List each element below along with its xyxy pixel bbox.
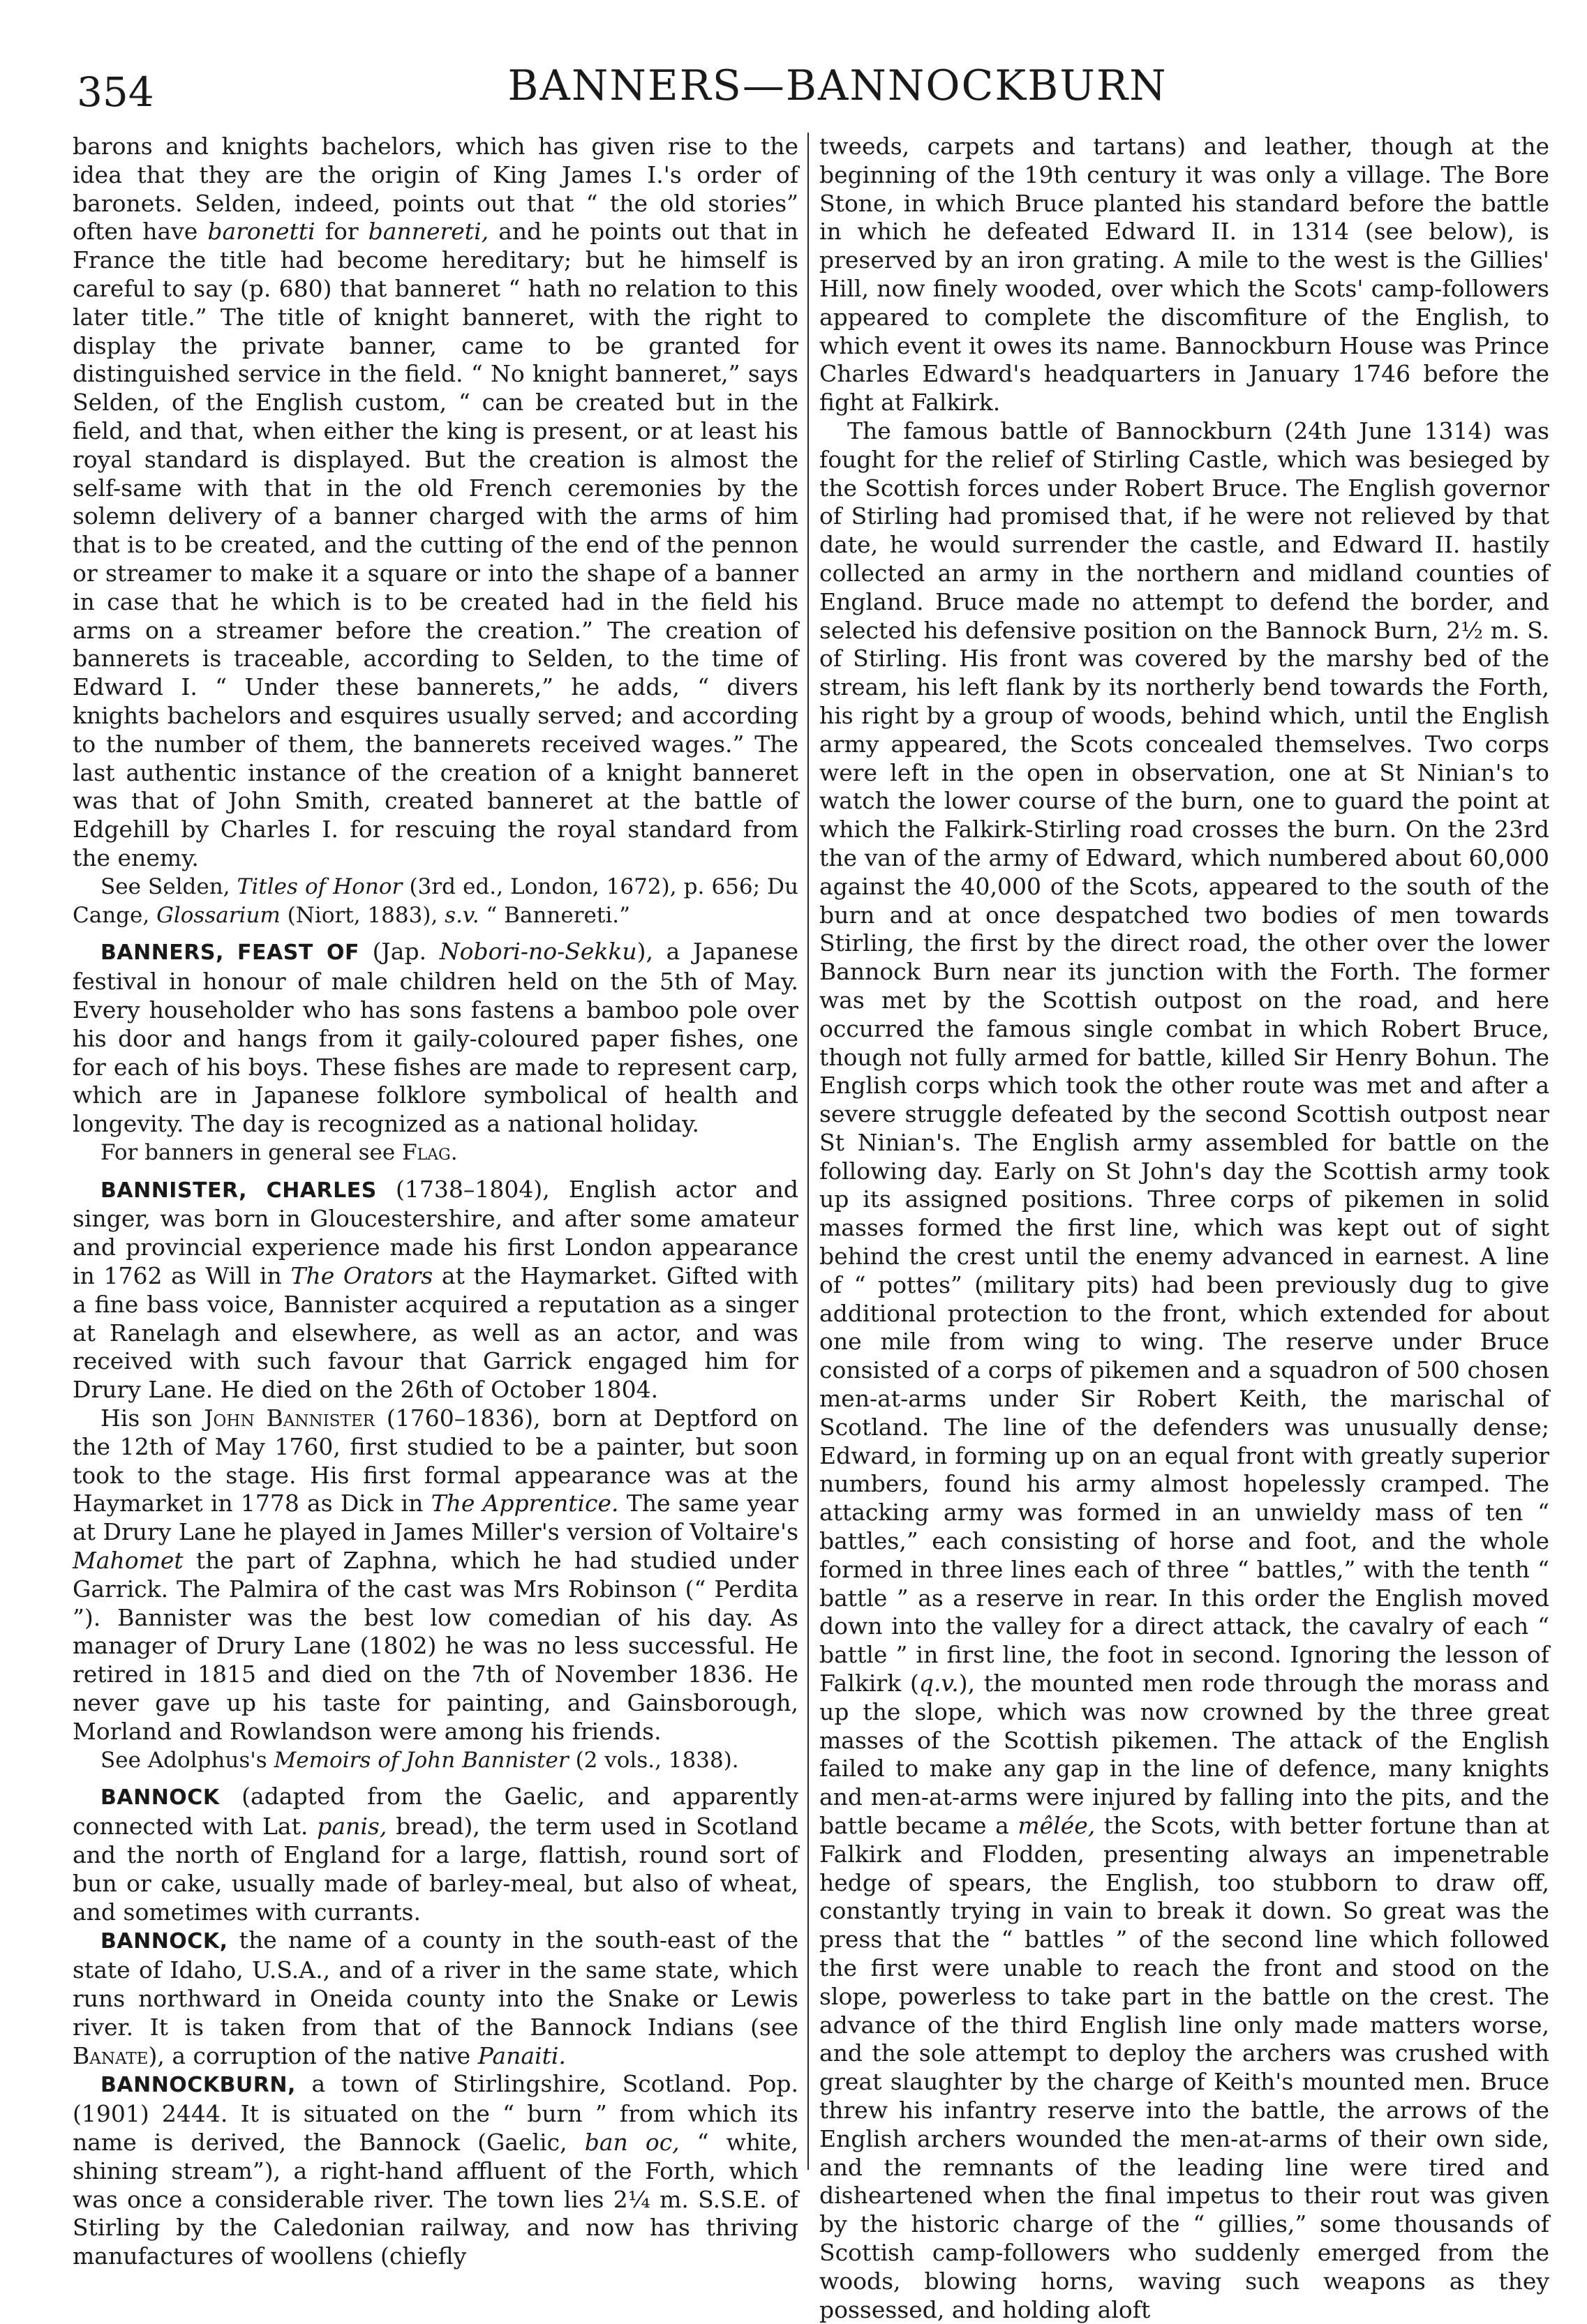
cross-reference-flag: For banners in general see Flag. xyxy=(100,1139,458,1165)
entry-bannockburn: BANNOCKBURN, a town of Stirlingshire, Scotland. Pop. (1901) 2444. It is situated on the “ burn ” from which its name is derived, the Bannock (Gaelic, ban oc, “ white, shining stream”), a right-hand affluent of the Forth, which was once a considerable river. The town lies 2¼ m. S.S.E. of Stirling by the Caledonian railway, and now has thriving manufactures of woollens (chiefly xyxy=(73,2070,798,2270)
right-column xyxy=(819,133,1549,2323)
paragraph-bannockburn-town: tweeds, carpets and tartans) and leather, though at the beginning of the 19th century it was only a village. The Bore Stone, in which Bruce planted his standard before the battle in which he defeated Edward II. in 1314 (see below), is preserved by an iron grating. A mile to the west is the Gillies' Hill, now finely wooded, over which the Scots' camp-followers appeared to complete the discomfiture of the English, to which event it owes its name. Bannockburn House was Prince Charles Edward's headquarters in January 1746 before the fight at Falkirk. xyxy=(819,133,1549,417)
reference-selden: See Selden, Titles of Honor (3rd ed., London, 1672), p. 656; Du Cange, Glossarium (Niort, 1883), s.v. “ Bannereti.” xyxy=(73,874,798,928)
page-number: 354 xyxy=(77,68,154,116)
entry-bannock-county: BANNOCK, the name of a county in the south-east of the state of Idaho, U.S.A., and of a river in the same state, which runs northward in Oneida county into the Snake or Lewis river. It is taken from that of the Bannock Indians (see Banate), a corruption of the native Panaiti. xyxy=(73,1926,798,2069)
headword: BANNOCKBURN, xyxy=(100,2073,296,2098)
entry-banners-feast-of: BANNERS, FEAST OF (Jap. Nobori-no-Sekku), a Japanese festival in honour of male children held on the 5th of May. Every householder who has sons fastens a bamboo pole over his door and hangs from it gaily-coloured paper fishes, one for each of his boys. These fishes are made to represent carp, which are in Japanese folklore symbolical of health and longevity. The day is recognized as a national holiday. xyxy=(73,938,798,1138)
paragraph-battle-of-bannockburn: The famous battle of Bannockburn (24th June 1314) was fought for the relief of Stirling Castle, which was besieged by the Scottish forces under Robert Bruce. The English governor of Stirling had promised that, if he were not relieved by that date, he would surrender the castle, and Edward II. hastily collected an army in the northern and midland counties of England. Bruce made no attempt to defend the border, and selected his defensive position on the Bannock Burn, 2½ m. S. of Stirling. His front was covered by the marshy bed of the stream, his left flank by its northerly bend towards the Forth, his right by a group of woods, behind which, until the English army appeared, the Scots concealed themselves. Two corps were left in the open in observation, one at St Ninian's to watch the lower course of the burn, one to guard the point at which the Falkirk-Stirling road crosses the burn. On the 23rd the van of the army of Edward, which numbered about 60,000 against the 40,000 of the Scots, appeared to the south of the burn and at once despatched two bodies of men towards Stirling, the first by the direct road, the other over the lower Bannock Burn near its junction with the Forth. The former was met by the Scottish outpost on the road, and here occurred the famous single combat in which Robert Bruce, though not fully armed for battle, killed Sir Henry Bohun. The English corps which took the other route was met and after a severe struggle defeated by the second Scottish outpost near St Ninian's. The English army assembled for battle on the following day. Early on St John's day the Scottish army took up its assigned positions. Three corps of pikemen in solid masses formed the first line, which was kept out of sight behind the crest until the enemy advanced in earnest. A line of “ pottes” (military pits) had been previously dug to give additional protection to the front, which extended for about one mile from wing to wing. The reserve under Bruce consisted of a corps of pikemen and a squadron of 500 chosen men-at-arms under Sir Robert Keith, the marischal of Scotland. The line of the defenders was unusually dense; Edward, in forming up on an equal front with greatly superior numbers, found his army almost hopelessly cramped. The attacking army was formed in an unwieldy mass of ten “ battles,” each consisting of horse and foot, and the whole formed in three lines each of three “ battles,” with the tenth “ battle ” as a reserve in rear. In this order the English moved down into the valley for a direct attack, the cavalry of each “ battle ” in first line, the foot in second. Ignoring the lesson of Falkirk (q.v.), the mounted men rode through the morass and up the slope, which was now crowned by the three great masses of the Scottish pikemen. The attack of the English failed to make any gap in the line of defence, many knights and men-at-arms were injured by falling into the pits, and the battle became a mêlée, the Scots, with better fortune than at Falkirk and Flodden, presenting always an impenetrable hedge of spears, the English, too stubborn to draw off, constantly trying in vain to break it down. So great was the press that the “ battles ” of the second line which followed the first were unable to reach the front and stood on the slope, powerless to take part in the battle on the crest. The advance of the third English line only made matters worse, and the sole attempt to deploy the archers was crushed with great slaughter by the charge of Keith's mounted men. Bruce threw his infantry reserve into the battle, the arrows of the English archers wounded the men-at-arms of their own side, and the remnants of the leading line were tired and disheartened when the final impetus to their rout was given by the historic charge of the “ gillies,” some thousands of Scottish camp-followers who suddenly emerged from the woods, blowing horns, waving such weapons as they possessed, and holding aloft xyxy=(819,417,1549,2323)
reference-adolphus: See Adolphus's Memoirs of John Bannister (2 vols., 1838). xyxy=(100,1747,739,1773)
paragraph-john-bannister: His son John Bannister (1760–1836), born at Deptford on the 12th of May 1760, first studied to be a painter, but soon took to the stage. His first formal appearance was at the Haymarket in 1778 as Dick in The Apprentice. The same year at Drury Lane he played in James Miller's version of Voltaire's Mahomet the part of Zaphna, which he had studied under Garrick. The Palmira of the cast was Mrs Robinson (“ Perdita ”). Bannister was the best low comedian of his day. As manager of Drury Lane (1802) he was no less successful. He retired in 1815 and died on the 7th of November 1836. He never gave up his taste for painting, and Gainsborough, Morland and Rowlandson were among his friends. xyxy=(73,1404,798,1745)
column-divider xyxy=(807,133,809,2170)
left-column xyxy=(73,133,798,2270)
headword: BANNISTER, CHARLES xyxy=(100,1178,377,1203)
headword: BANNOCK xyxy=(100,1785,220,1811)
entry-bannock-cake: BANNOCK (adapted from the Gaelic, and apparently connected with Lat. panis, bread), the term used in Scotland and the north of England for a large, flattish, round sort of bun or cake, usually made of barley-meal, but also of wheat, and sometimes with currants. xyxy=(73,1783,798,1926)
headword: BANNOCK, xyxy=(100,1929,228,1954)
headword: BANNERS, FEAST OF xyxy=(100,940,359,966)
paragraph-bannerets: barons and knights bachelors, which has given rise to the idea that they are the origin of King James I.'s order of baronets. Selden, indeed, points out that “ the old stories” often have baronetti for bannereti, and he points out that in France the title had become hereditary; but he himself is careful to say (p. 680) that banneret “ hath no relation to this later title.” The title of knight banneret, with the right to display the private banner, came to be granted for distinguished service in the field. “ No knight banneret,” says Selden, of the English custom, “ can be created but in the field, and that, when either the king is present, or at least his royal standard is displayed. But the creation is almost the self-same with that in the old French ceremonies by the solemn delivery of a banner charged with the arms of him that is to be created, and the cutting of the end of the pennon or streamer to make it a square or into the shape of a banner in case that he which is to be created had in the field his arms on a streamer before the creation.” The creation of bannerets is traceable, according to Selden, to the time of Edward I. “ Under these bannerets,” he adds, “ divers knights bachelors and esquires usually served; and according to the number of them, the bannerets received wages.” The last authentic instance of the creation of a knight banneret was that of John Smith, created banneret at the battle of Edgehill by Charles I. for rescuing the royal standard from the enemy. xyxy=(73,133,798,871)
running-title: BANNERS—BANNOCKBURN xyxy=(507,61,1168,110)
entry-bannister-charles: BANNISTER, CHARLES (1738–1804), English actor and singer, was born in Gloucestershire, and after some amateur and provincial experience made his first London appearance in 1762 as Will in The Orators at the Haymarket. Gifted with a fine bass voice, Bannister acquired a reputation as a singer at Ranelagh and elsewhere, as well as an actor, and was received with such favour that Garrick engaged him for Drury Lane. He died on the 26th of October 1804. xyxy=(73,1175,798,1404)
